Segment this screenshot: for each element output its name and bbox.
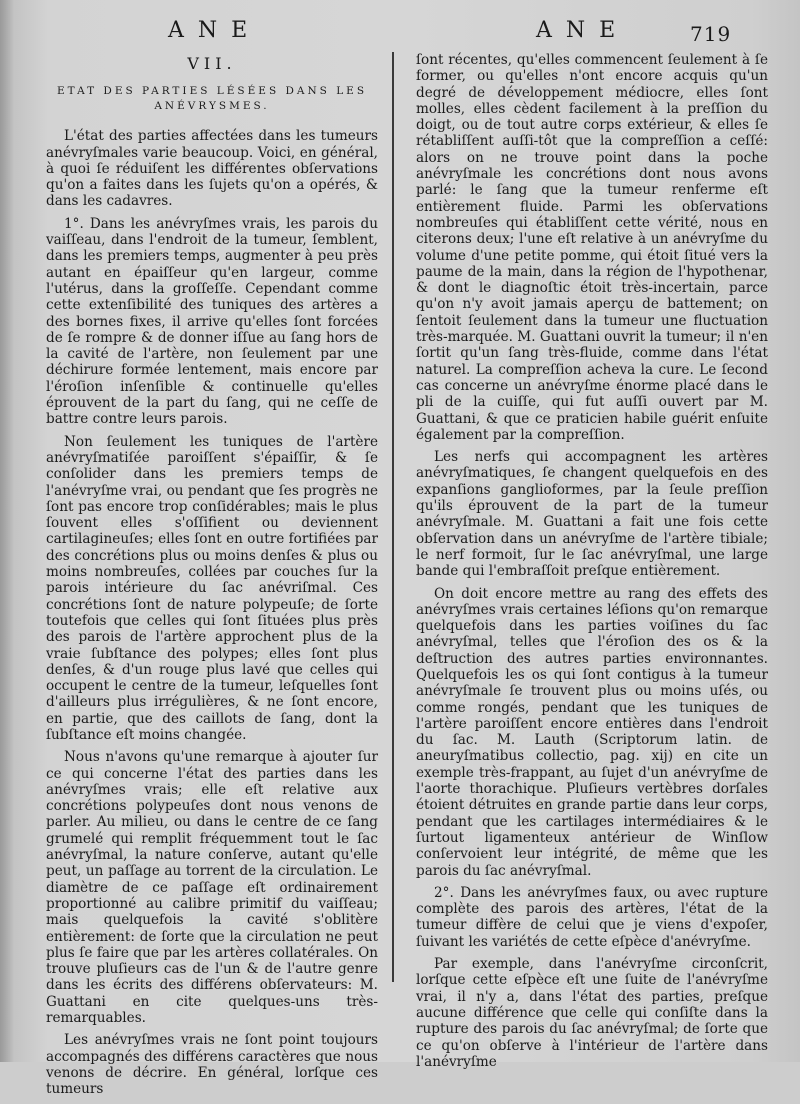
paragraph: ſont récentes, qu'elles commencent ſeulement à ſe former, ou qu'elles n'ont encore acquis qu'un degré de développement médiocre, elles ſont molles, elles cèdent facilement à la preſſion du doigt, ou de tout autre corps extérieur, & elles ſe rétabliſſent auſſi-tôt que la compreſſion a ceſſé: alors on ne trouve point dans la poche anévryſmale les concrétions dont nous avons parlé: le ſang que la tumeur renferme eſt entièrement fluide. Parmi les obſervations nombreuſes qui établiſſent cette vérité, nous en citerons deux; l'une eſt relative à un anévryſme du volume d'une petite pomme, qui étoit ſitué vers la paume de la main, dans la région de l'hypothenar, & dont le diagnoſtic étoit très-incertain, parce qu'on n'y avoit jamais aperçu de battement; on ſentoit ſeulement dans la tumeur une fluctuation très-marquée. M. Guattani ouvrit la tumeur; il n'en ſortit qu'un ſang très-fluide, comme dans l'état naturel. La compreſſion acheva la cure. Le ſecond cas concerne un anévryſme énorme placé dans le pli de la cuiſſe, qui fut auſſi ouvert par M. Guattani, & que ce praticien habile guérit enſuite également par la compreſſion. bbox=[416, 52, 768, 443]
column-divider bbox=[392, 52, 394, 982]
paragraph: L'état des parties affectées dans les tumeurs anévryſmales varie beaucoup. Voici, en général, à quoi ſe réduiſent les différentes obſervations qu'on a faites dans les ſujets qu'on a opérés, & dans les cadavres. bbox=[46, 128, 378, 210]
running-head-left: ANE bbox=[168, 18, 262, 43]
running-head-right: ANE bbox=[536, 18, 630, 43]
paragraph: 2°. Dans les anévryſmes faux, ou avec rupture complète des parois des artères, l'état de la tumeur diffère de celui que je viens d'expoſer, ſuivant les variétés de cette eſpèce d'anévryſme. bbox=[416, 884, 768, 950]
section-title: ETAT DES PARTIES LÉSÉES DANS LES ANÉVRYSMES. bbox=[56, 85, 368, 113]
paragraph: Les nerfs qui accompagnent les artères anévryſmatiques, ſe changent quelquefois en des expanſions ganglioformes, par la ſeule preſſion qu'ils éprouvent de la part de la tumeur anévryſmale. M. Guattani a fait une fois cette obſervation dans un anévryſme de l'artère tibiale; le nerf formoit, ſur le ſac anévryſmal, une large bande qui l'embraſſoit preſque entièrement. bbox=[416, 449, 768, 580]
page-number: 719 bbox=[690, 22, 732, 46]
left-column bbox=[46, 56, 378, 1104]
paragraph: Par exemple, dans l'anévryſme circonſcrit, lorſque cette eſpèce eſt une ſuite de l'anévryſme vrai, il n'y a, dans l'état des parties, preſque aucune différence que celle qui conſiſte dans la rupture des parois du ſac anévryſmal; de ſorte que ce qu'on obſerve à l'intérieur de l'artère dans l'anévryſme bbox=[416, 956, 768, 1070]
paragraph: Les anévryſmes vrais ne ſont point toujours accompagnés des différens caractères que nous venons de décrire. En général, lorſque ces tumeurs bbox=[46, 1032, 378, 1098]
paragraph: Non ſeulement les tuniques de l'artère anévryſmatiſée paroiſſent s'épaiſſir, & ſe conſolider dans les premiers temps de l'anévryſme vrai, ou pendant que ſes progrès ne ſont pas encore trop conſidérables; mais le plus ſouvent elles s'oſſifient ou deviennent cartilagineuſes; elles ſont en outre fortifiées par des concrétions plus ou moins denſes & plus ou moins nombreuſes, collées par couches ſur la parois intérieure du ſac anévriſmal. Ces concrétions ſont de nature polypeuſe; de ſorte toutefois que celles qui ſont ſituées plus près des parois de l'artère approchent plus de la vraie ſubſtance des polypes; elles ſont plus denſes, & d'un rouge plus lavé que celles qui occupent le centre de la tumeur, leſquelles ſont d'ailleurs plus irrégulières, & ne ſont encore, en partie, que des caillots de ſang, dont la ſubſtance eſt moins changée. bbox=[46, 433, 378, 743]
gutter-shadow bbox=[0, 0, 14, 1062]
paragraph: 1°. Dans les anévryſmes vrais, les parois du vaiſſeau, dans l'endroit de la tumeur, ſemblent, dans les premiers temps, augmenter à peu près autant en épaiſſeur qu'en largeur, comme l'utérus, dans la groſſeſſe. Cependant comme cette extenſibilité des tuniques des artères a des bornes fixes, il arrive qu'elles ſont forcées de ſe rompre & de donner iſſue au ſang hors de la cavité de l'artère, non ſeulement par une déchirure formée lentement, mais encore par l'éroſion inſenſible & continuelle qu'elles éprouvent de la part du ſang, qui ne ceſſe de battre contre leurs parois. bbox=[46, 215, 378, 428]
right-column bbox=[416, 52, 768, 1076]
paragraph: Nous n'avons qu'une remarque à ajouter ſur ce qui concerne l'état des parties dans les anévryſmes vrais; elle eſt relative aux concrétions polypeuſes dont nous venons de parler. Au milieu, ou dans le centre de ce ſang grumelé qui remplit fréquemment tout le ſac anévryſmal, la nature conſerve, autant qu'elle peut, un paſſage au torrent de la circulation. Le diamètre de ce paſſage eſt ordinairement proportionné au calibre primitif du vaiſſeau; mais quelquefois la cavité s'oblitère entièrement: de ſorte que la circulation ne peut plus ſe faire que par les artères collatérales. On trouve pluſieurs cas de l'un & de l'autre genre dans les écrits des différens obſervateurs: M. Guattani en cite quelques-uns très-remarquables. bbox=[46, 749, 378, 1027]
paragraph: On doit encore mettre au rang des effets des anévryſmes vrais certaines léſions qu'on remarque quelquefois dans les parties voiſines du ſac anévryſmal, telles que l'éroſion des os & la deſtruction des autres parties environnantes. Quelquefois les os qui ſont contigus à la tumeur anévryſmale ſe trouvent plus ou moins uſés, ou comme rongés, pendant que les tuniques de l'artère paroiſſent encore entières dans l'endroit du ſac. M. Lauth (Scriptorum latin. de aneuryſmatibus collectio, pag. xij) en cite un exemple très-frappant, au ſujet d'un anévryſme de l'aorte thorachique. Pluſieurs vertèbres dorſales étoient détruites en grande partie dans leur corps, pendant que les cartilages intermédiaires & le ſurtout ligamenteux antérieur de Winſlow conſervoient leur intégrité, de même que les parois du ſac anévryſmal. bbox=[416, 585, 768, 879]
section-number: VII. bbox=[187, 54, 237, 73]
